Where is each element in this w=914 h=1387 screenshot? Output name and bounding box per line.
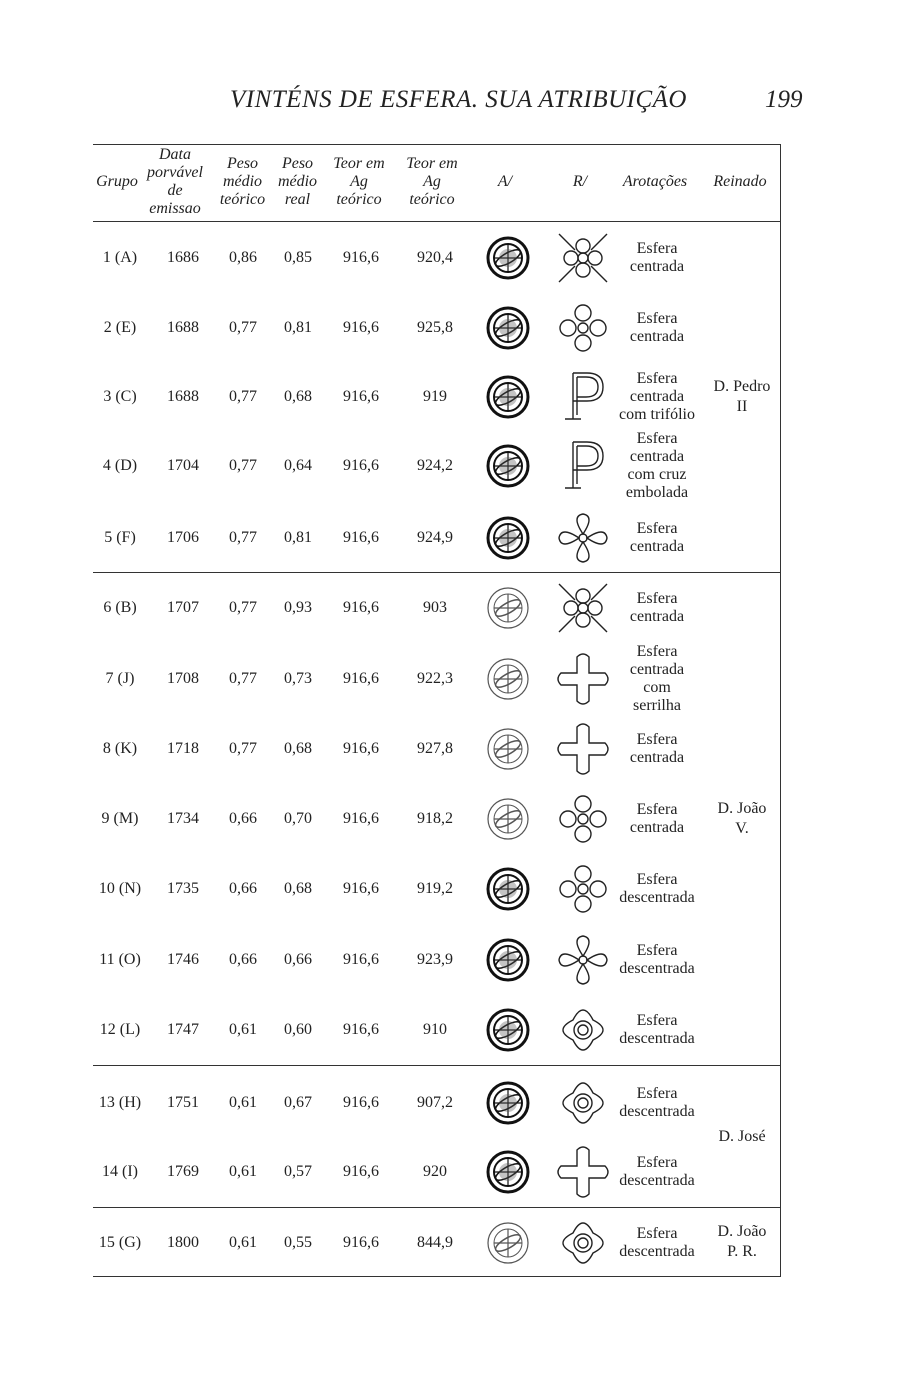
cell-data: 1769: [167, 1163, 199, 1180]
cell-peso-real: 0,81: [284, 529, 312, 546]
header-peso-teorico-line: teórico: [219, 191, 266, 208]
armillary-sphere-coin-icon: [486, 657, 530, 701]
header-anverso-text: A/: [497, 173, 513, 190]
header-teor-teorico: [325, 155, 393, 209]
header-teor-teorico-line: Teor em: [333, 155, 385, 172]
cell-teor-real: 903: [423, 599, 447, 616]
annotation-line: serrilha: [633, 697, 681, 714]
annotation: [602, 801, 712, 837]
annotation-line: com: [643, 679, 671, 696]
annotation: [602, 590, 712, 626]
annotation: [602, 370, 712, 424]
header-rule: [93, 221, 781, 222]
header-data-line: emissao: [149, 200, 201, 217]
header-reinado-text: Reinado: [713, 173, 767, 190]
cell-data: 1708: [167, 670, 199, 687]
header-anverso: [490, 173, 520, 191]
reign-label: [702, 799, 782, 839]
cell-teor-real: 919: [423, 388, 447, 405]
header-teor-teorico-line: teórico: [336, 191, 382, 208]
right-border: [780, 144, 781, 1276]
cell-grupo: 5 (F): [104, 529, 136, 546]
cell-teor-real: 920,4: [417, 249, 453, 266]
cell-teor-real: 924,2: [417, 457, 453, 474]
cell-data: 1800: [167, 1234, 199, 1251]
annotation-line: centrada: [629, 538, 685, 555]
armillary-sphere-coin-icon: [486, 1221, 530, 1265]
annotation-line: Esfera: [636, 871, 678, 888]
cell-teor-teorico: 916,6: [343, 880, 379, 897]
header-peso-real-line: Peso: [281, 155, 314, 172]
annotation-line: descentrada: [619, 1103, 695, 1120]
cell-peso-teorico: 0,77: [229, 599, 257, 616]
armillary-sphere-coin-icon: [486, 444, 530, 488]
cell-peso-teorico: 0,77: [229, 529, 257, 546]
annotation-line: Esfera: [636, 1012, 678, 1029]
annotation: [602, 1085, 712, 1121]
cell-grupo: 12 (L): [99, 1021, 141, 1038]
cell-teor-real: 920: [423, 1163, 447, 1180]
cell-peso-teorico: 0,77: [229, 388, 257, 405]
header-peso-teorico-line: Peso: [226, 155, 259, 172]
annotation-line: Esfera: [636, 801, 678, 818]
annotation-line: Esfera: [636, 1085, 678, 1102]
annotation-line: Esfera: [636, 1225, 678, 1242]
annotation-line: Esfera: [636, 430, 678, 447]
cell-grupo: 11 (O): [99, 951, 141, 968]
cell-data: 1688: [167, 388, 199, 405]
header-peso-real: [270, 155, 325, 209]
annotation-line: descentrada: [619, 1030, 695, 1047]
group-rule: [93, 572, 781, 573]
header-data-line: porvável: [147, 164, 203, 181]
armillary-sphere-coin-icon: [486, 938, 530, 982]
reign-line: D. João: [717, 800, 767, 817]
reign-label: [702, 377, 782, 417]
cell-peso-real: 0,55: [284, 1234, 312, 1251]
cell-grupo: 9 (M): [101, 810, 139, 827]
header-reinado: [705, 173, 775, 191]
reign-line: V.: [735, 820, 749, 837]
reign-line: D. José: [718, 1128, 766, 1145]
top-rule: [93, 144, 781, 145]
annotation: [602, 310, 712, 346]
annotation-line: centrada: [629, 388, 685, 405]
cell-data: 1688: [167, 319, 199, 336]
armillary-sphere-coin-icon: [486, 306, 530, 350]
cell-grupo: 7 (J): [105, 670, 135, 687]
cell-peso-teorico: 0,77: [229, 740, 257, 757]
annotation-line: centrada: [629, 661, 685, 678]
header-grupo: [92, 173, 142, 191]
cell-teor-real: 924,9: [417, 529, 453, 546]
cell-peso-real: 0,70: [284, 810, 312, 827]
cell-peso-real: 0,81: [284, 319, 312, 336]
annotation-line: centrada: [629, 258, 685, 275]
cell-teor-teorico: 916,6: [343, 1094, 379, 1111]
annotation-line: com cruz: [627, 466, 687, 483]
cell-teor-teorico: 916,6: [343, 951, 379, 968]
header-peso-real-line: médio: [277, 173, 318, 190]
armillary-sphere-coin-icon: [486, 727, 530, 771]
cell-peso-teorico: 0,61: [229, 1163, 257, 1180]
annotation: [602, 871, 712, 907]
cell-teor-real: 910: [423, 1021, 447, 1038]
group-rule: [93, 1207, 781, 1208]
annotation-line: descentrada: [619, 1172, 695, 1189]
cell-data: 1751: [167, 1094, 199, 1111]
cell-peso-real: 0,66: [284, 951, 312, 968]
cell-peso-teorico: 0,66: [229, 951, 257, 968]
cell-data: 1707: [167, 599, 199, 616]
header-teor-real: [398, 155, 466, 209]
armillary-sphere-coin-icon: [486, 516, 530, 560]
header-grupo-text: Grupo: [96, 173, 138, 190]
cell-teor-real: 844,9: [417, 1234, 453, 1251]
annotation: [602, 1012, 712, 1048]
cell-peso-teorico: 0,61: [229, 1021, 257, 1038]
annotation-line: com trifólio: [619, 406, 695, 423]
annotation: [602, 240, 712, 276]
reign-label: [702, 1127, 782, 1147]
annotation-line: Esfera: [636, 643, 678, 660]
header-teor-teorico-line: Ag: [350, 173, 368, 190]
cell-peso-teorico: 0,66: [229, 810, 257, 827]
cell-data: 1734: [167, 810, 199, 827]
cell-peso-real: 0,68: [284, 880, 312, 897]
annotation-line: descentrada: [619, 1243, 695, 1260]
annotation-line: Esfera: [636, 731, 678, 748]
bottom-rule: [93, 1276, 781, 1277]
armillary-sphere-coin-icon: [486, 1150, 530, 1194]
cell-peso-teorico: 0,61: [229, 1094, 257, 1111]
cell-peso-real: 0,67: [284, 1094, 312, 1111]
running-title: VINTÉNS DE ESFERA. SUA ATRIBUIÇÃO: [230, 86, 687, 113]
armillary-sphere-coin-icon: [486, 236, 530, 280]
cell-grupo: 2 (E): [103, 319, 137, 336]
cell-data: 1735: [167, 880, 199, 897]
cell-teor-real: 922,3: [417, 670, 453, 687]
annotation: [602, 643, 712, 715]
cell-data: 1746: [167, 951, 199, 968]
annotation-line: centrada: [629, 608, 685, 625]
annotation: [602, 1154, 712, 1190]
header-teor-real-line: teórico: [409, 191, 455, 208]
cell-peso-teorico: 0,77: [229, 670, 257, 687]
cell-teor-real: 907,2: [417, 1094, 453, 1111]
annotation-line: Esfera: [636, 590, 678, 607]
header-anotacoes-text: Arotações: [622, 173, 688, 190]
cell-peso-teorico: 0,66: [229, 880, 257, 897]
cell-grupo: 13 (H): [98, 1094, 142, 1111]
annotation-line: descentrada: [619, 960, 695, 977]
cell-peso-real: 0,85: [284, 249, 312, 266]
cell-peso-teorico: 0,61: [229, 1234, 257, 1251]
cell-grupo: 6 (B): [103, 599, 137, 616]
annotation-line: Esfera: [636, 310, 678, 327]
cell-teor-teorico: 916,6: [343, 599, 379, 616]
cell-teor-teorico: 916,6: [343, 249, 379, 266]
cell-grupo: 3 (C): [103, 388, 137, 405]
cell-peso-real: 0,68: [284, 388, 312, 405]
reign-line: D. Pedro: [713, 378, 771, 395]
cell-data: 1706: [167, 529, 199, 546]
armillary-sphere-coin-icon: [486, 797, 530, 841]
cell-teor-teorico: 916,6: [343, 388, 379, 405]
header-data: [140, 146, 210, 218]
cell-data: 1704: [167, 457, 199, 474]
cell-peso-teorico: 0,86: [229, 249, 257, 266]
cell-teor-real: 927,8: [417, 740, 453, 757]
header-peso-teorico: [215, 155, 270, 209]
cell-teor-teorico: 916,6: [343, 740, 379, 757]
armillary-sphere-coin-icon: [486, 1081, 530, 1125]
running-head: [0, 86, 914, 126]
annotation-line: centrada: [629, 819, 685, 836]
cell-teor-teorico: 916,6: [343, 529, 379, 546]
cell-teor-real: 925,8: [417, 319, 453, 336]
cell-grupo: 15 (G): [98, 1234, 142, 1251]
cell-grupo: 1 (A): [102, 249, 138, 266]
annotation: [602, 520, 712, 556]
cell-teor-teorico: 916,6: [343, 1163, 379, 1180]
cell-teor-teorico: 916,6: [343, 1234, 379, 1251]
cell-peso-real: 0,68: [284, 740, 312, 757]
cell-teor-teorico: 916,6: [343, 670, 379, 687]
header-teor-real-line: Ag: [423, 173, 441, 190]
annotation-line: Esfera: [636, 240, 678, 257]
cell-peso-real: 0,60: [284, 1021, 312, 1038]
reign-label: [702, 1222, 782, 1262]
armillary-sphere-coin-icon: [486, 586, 530, 630]
cell-peso-real: 0,93: [284, 599, 312, 616]
cell-peso-real: 0,64: [284, 457, 312, 474]
armillary-sphere-coin-icon: [486, 867, 530, 911]
annotation: [602, 430, 712, 502]
cell-data: 1718: [167, 740, 199, 757]
reign-line: P. R.: [727, 1243, 757, 1260]
cell-teor-teorico: 916,6: [343, 810, 379, 827]
reign-line: D. João: [717, 1223, 767, 1240]
cell-grupo: 8 (K): [102, 740, 138, 757]
annotation-line: Esfera: [636, 370, 678, 387]
cell-teor-real: 923,9: [417, 951, 453, 968]
header-reverso: [565, 173, 595, 191]
header-data-line: Data: [159, 146, 191, 163]
cell-grupo: 4 (D): [102, 457, 138, 474]
armillary-sphere-coin-icon: [486, 1008, 530, 1052]
group-rule: [93, 1065, 781, 1066]
cell-peso-real: 0,73: [284, 670, 312, 687]
header-data-line: de: [167, 182, 183, 199]
annotation-line: centrada: [629, 749, 685, 766]
annotation: [602, 1225, 712, 1261]
annotation-line: descentrada: [619, 889, 695, 906]
cell-grupo: 10 (N): [98, 880, 142, 897]
cell-teor-teorico: 916,6: [343, 1021, 379, 1038]
reign-line: II: [736, 398, 748, 415]
armillary-sphere-coin-icon: [486, 375, 530, 419]
annotation-line: Esfera: [636, 942, 678, 959]
cell-peso-teorico: 0,77: [229, 319, 257, 336]
header-peso-real-line: real: [284, 191, 311, 208]
annotation-line: Esfera: [636, 520, 678, 537]
header-peso-teorico-line: médio: [222, 173, 263, 190]
cell-teor-real: 919,2: [417, 880, 453, 897]
annotation: [602, 942, 712, 978]
annotation: [602, 731, 712, 767]
annotation-line: centrada: [629, 448, 685, 465]
cell-peso-teorico: 0,77: [229, 457, 257, 474]
cell-grupo: 14 (I): [102, 1163, 138, 1180]
cell-peso-real: 0,57: [284, 1163, 312, 1180]
header-teor-real-line: Teor em: [406, 155, 458, 172]
page-number: 199: [765, 86, 803, 113]
header-reverso-text: R/: [572, 173, 588, 190]
cell-data: 1686: [167, 249, 199, 266]
annotation-line: embolada: [625, 484, 689, 501]
cell-teor-teorico: 916,6: [343, 319, 379, 336]
cell-teor-teorico: 916,6: [343, 457, 379, 474]
cell-teor-real: 918,2: [417, 810, 453, 827]
annotation-line: centrada: [629, 328, 685, 345]
annotation-line: Esfera: [636, 1154, 678, 1171]
cell-data: 1747: [167, 1021, 199, 1038]
header-anotacoes: [615, 173, 695, 191]
